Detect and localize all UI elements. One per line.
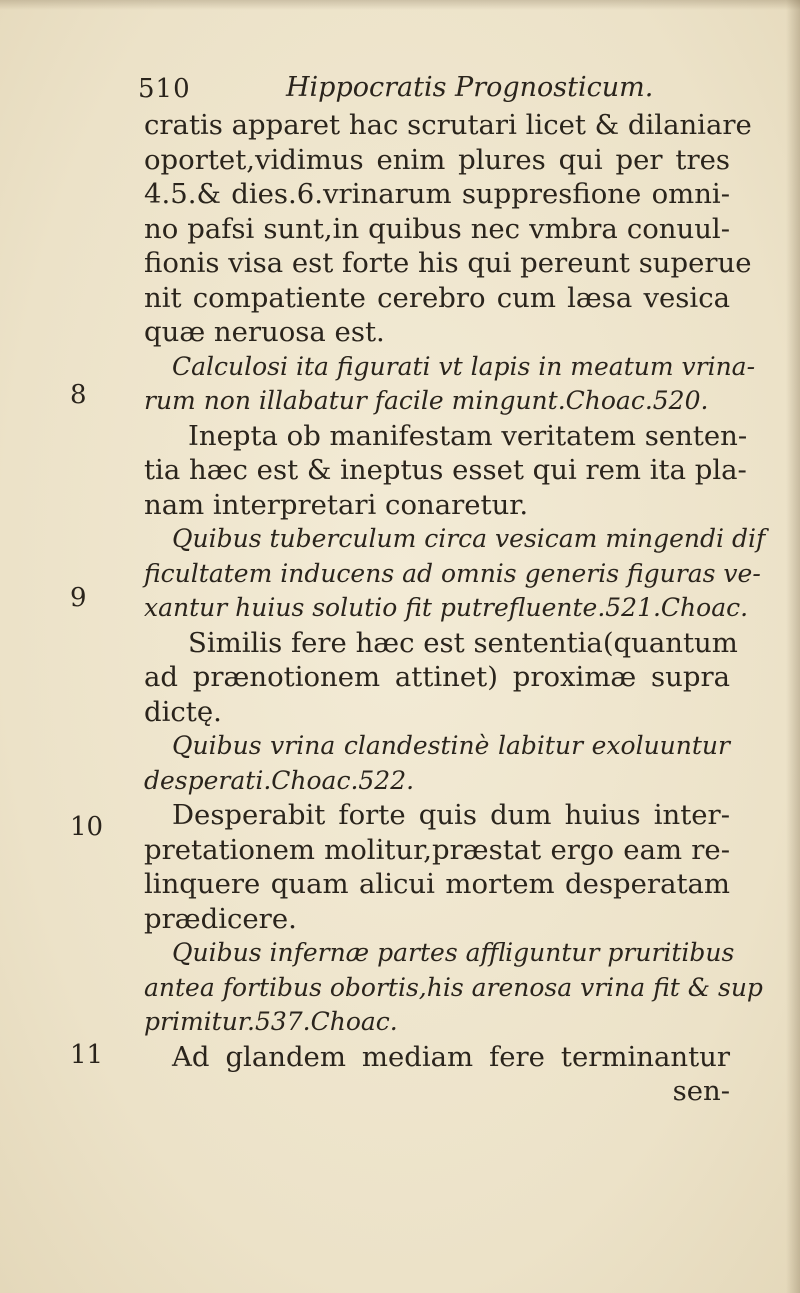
- text-line: quæ neruosa est.: [144, 316, 385, 348]
- aphorism-line: Quibus infernæ partes affliguntur pruritibus: [172, 938, 735, 967]
- aphorism-line: Quibus tuberculum circa vesicam mingendi dif: [172, 524, 766, 553]
- commentary-line: Inepta ob manifestam veritatem senten-: [188, 419, 748, 452]
- aphorism-line: Quibus vrina clandestinè labitur exoluuntur: [172, 731, 730, 760]
- commentary-line: ad prænotionem attinet) proximæ supra: [144, 661, 730, 693]
- page-shadow-top: [0, 0, 800, 10]
- commentary-line: linquere quam alicui mortem desperatam: [144, 868, 730, 900]
- page-shadow-right: [786, 0, 800, 1293]
- page-header: [138, 72, 738, 110]
- aphorism-line: desperati.Choac.522.: [144, 765, 415, 795]
- commentary-line: nam interpretari conaretur.: [144, 488, 529, 521]
- margin-number-11: 11: [70, 1040, 104, 1070]
- body-text: [144, 108, 766, 1109]
- text-line: oportet,vidimus enim plures qui per tres: [144, 143, 730, 176]
- text-line: fionis visa est forte his qui pereunt superue: [144, 247, 752, 279]
- commentary-line: dictę.: [144, 695, 222, 728]
- aphorism-line: antea fortibus obortis,his arenosa vrina fit & sup: [144, 972, 763, 1002]
- commentary-line: Desperabit forte quis dum huius inter-: [172, 799, 730, 831]
- folio-number: 510: [138, 74, 191, 104]
- aphorism-line: rum non illabatur facile mingunt.Choac.520.: [144, 386, 709, 415]
- commentary-line: pretationem molitur,præstat ergo eam re-: [144, 833, 730, 866]
- margin-number-9: 9: [70, 583, 87, 613]
- running-title: Hippocratis Prognosticum.: [286, 72, 654, 103]
- commentary-line: Similis fere hæc est sententia(quantum: [188, 626, 738, 659]
- text-line: nit compatiente cerebro cum læsa vesica: [144, 281, 730, 314]
- margin-number-8: 8: [70, 380, 87, 410]
- catchword: sen-: [672, 1075, 730, 1107]
- aphorism-line: ficultatem inducens ad omnis generis figuras ve-: [144, 558, 761, 588]
- margin-number-10: 10: [70, 812, 104, 842]
- aphorism-line: primitur.537.Choac.: [144, 1007, 398, 1036]
- commentary-line: prædicere.: [144, 902, 297, 935]
- commentary-line: tia hæc est & ineptus esset qui rem ita pla-: [144, 454, 747, 486]
- aphorism-line: xantur huius solutio fit putrefluente.521.Choac.: [144, 593, 749, 622]
- text-line: no pafsi sunt,in quibus nec vmbra conuul-: [144, 212, 730, 245]
- text-line: cratis apparet hac scrutari licet & dilaniare: [144, 109, 752, 141]
- commentary-line: Ad glandem mediam fere terminantur: [172, 1040, 730, 1073]
- aphorism-line: Calculosi ita figurati vt lapis in meatum vrina-: [172, 351, 756, 381]
- text-line: 4.5.& dies.6.vrinarum suppresfione omni-: [144, 178, 730, 210]
